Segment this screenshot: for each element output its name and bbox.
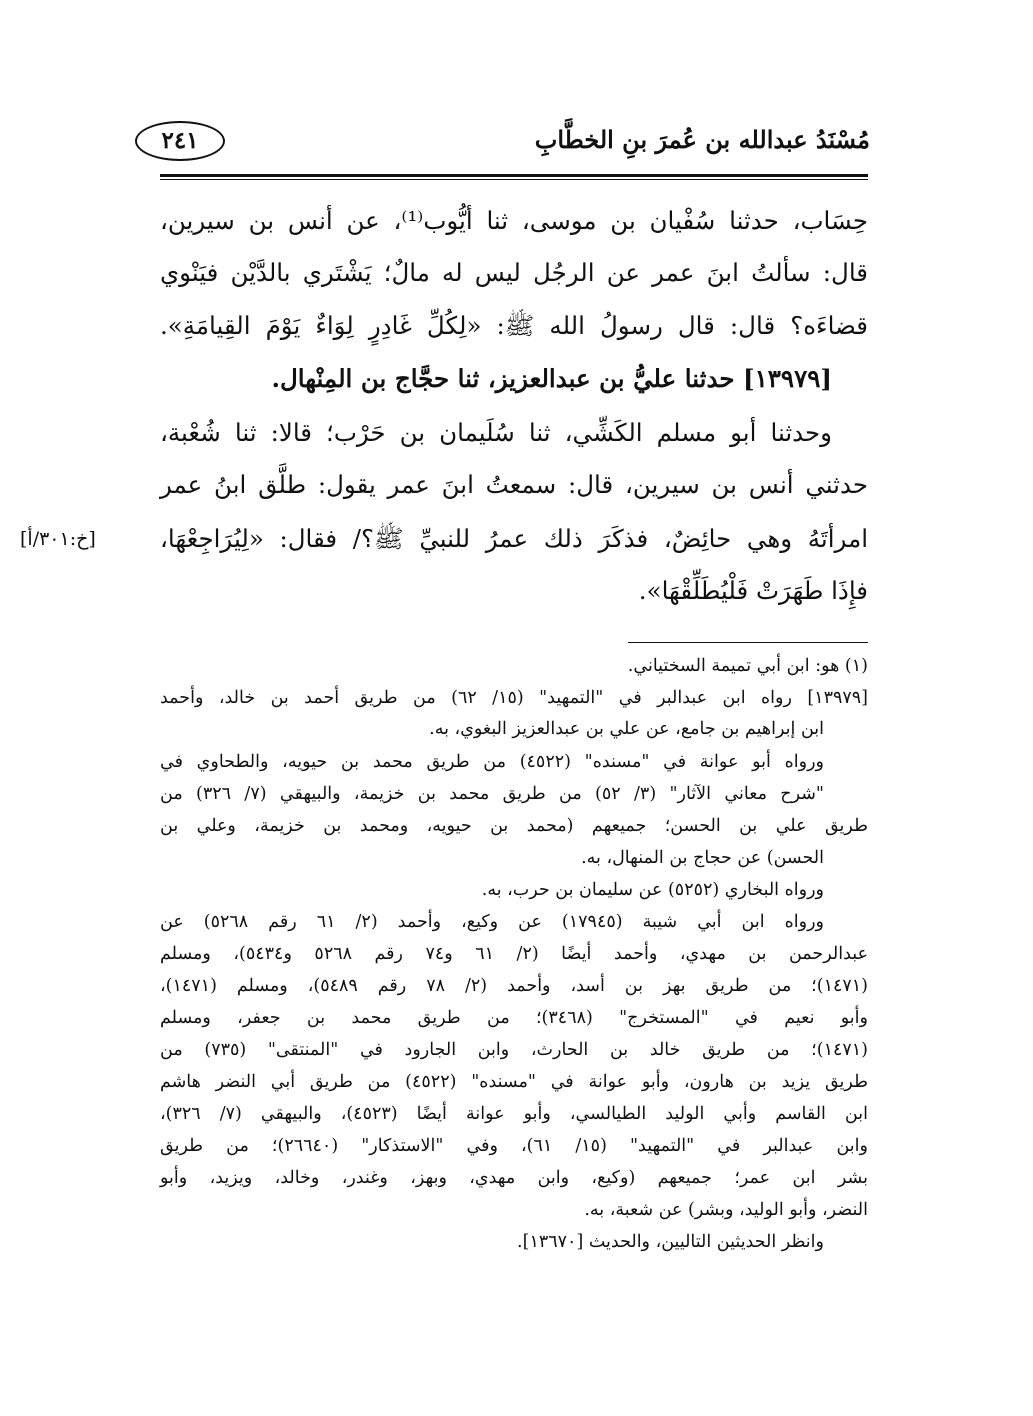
- footnote-line-5: "شرح معاني الآثار" (٣/ ٥٢) من طريق محمد بن خزيمة، والبيهقي (٧/ ٣٢٦) من: [160, 784, 824, 804]
- footnote-separator: [628, 642, 868, 643]
- footnote-line-1: (١) هو: ابن أبي تميمة السختياني.: [627, 656, 868, 676]
- manuscript-margin-note: [خ:٣٠١/أ]: [20, 528, 96, 550]
- footnote-line-4: ورواه أبو عوانة في "مسنده" (٤٥٢٢) من طريق محمد بن حيويه، والطحاوي في: [160, 752, 824, 772]
- footnote-line-6: طريق علي بن الحسن؛ جميعهم (محمد بن حيويه، ومحمد بن خزيمة، وعلي بن: [160, 816, 868, 836]
- header-rule-thin: [160, 179, 868, 180]
- footnote-line-17: بشر ابن عمر؛ جميعهم (وكيع، وابن مهدي، وبهز، وغندر، وخالد، ويزيد، وأبو: [160, 1168, 868, 1188]
- footnote-line-2: [١٣٩٧٩] رواه ابن عبدالبر في "التمهيد" (١٥/ ٦٢) من طريق أحمد بن خالد، وأحمد: [160, 688, 868, 708]
- footnote-line-13: (١٤٧١)؛ من طريق خالد بن الحارث، وابن الجارود في "المنتقى" (٧٣٥) من: [160, 1040, 868, 1060]
- footnote-line-15: ابن القاسم وأبي الوليد الطيالسي، وأبو عوانة أيضًا (٤٥٢٣)، والبيهقي (٧/ ٣٢٦)،: [160, 1104, 868, 1124]
- footnote-line-8: ورواه البخاري (٥٢٥٢) عن سليمان بن حرب، به.: [481, 880, 824, 900]
- main-text-line-6: حدثني أنس بن سيرين، قال: سمعتُ ابنَ عمر يقول: طلَّق ابنُ عمر: [160, 470, 868, 499]
- footnote-line-7: الحسن) عن حجاج بن المنهال، به.: [581, 848, 824, 868]
- main-text-line-1: حِسَاب، حدثنا سُفْيان بن موسى، ثنا أيُّوب⁽¹⁾، عن أنس بن سيرين،: [160, 206, 869, 235]
- hadith-number-line: [١٣٩٧٩] حدثنا عليُّ بن عبدالعزيز، ثنا حجَّاج بن المِنْهال.: [271, 364, 832, 393]
- page-number-badge: ٢٤١: [135, 121, 225, 161]
- footnote-line-10: عبدالرحمن بن مهدي، وأحمد أيضًا (٢/ ٦١ و٧٤ رقم ٥٢٦٨ و٥٤٣٤)، ومسلم: [160, 944, 869, 964]
- main-text-line-7: امرأتَهُ وهي حائِضٌ، فذكَرَ ذلك عمرُ للنبيِّ ﷺ؟/ فقال: «لِيُرَاجِعْهَا،: [160, 524, 868, 553]
- footnote-line-11: (١٤٧١)؛ من طريق بهز بن أسد، وأحمد (٢/ ٧٨ رقم ٥٤٨٩)، ومسلم (١٤٧١)،: [160, 976, 868, 996]
- main-text-line-8: فإِذَا طَهَرَتْ فَلْيُطَلِّقْهَا».: [638, 576, 868, 605]
- header-rule-thick: [160, 174, 868, 177]
- footnote-line-18: النضر، وأبو الوليد، وبشر) عن شعبة، به.: [584, 1200, 868, 1220]
- footnote-line-19: وانظر الحديثين التاليين، والحديث [١٣٦٧٠].: [517, 1232, 824, 1252]
- footnote-line-16: وابن عبدالبر في "التمهيد" (١٥/ ٦١)، وفي "الاستذكار" (٢٦٦٤٠)؛ من طريق: [160, 1136, 868, 1156]
- footnote-line-14: طريق يزيد بن هارون، وأبو عوانة في "مسنده" (٤٥٢٢) من طريق أبي النضر هاشم: [160, 1072, 868, 1092]
- page-header-title: مُسْنَدُ عبدالله بن عُمرَ بنِ الخطَّابِ: [534, 125, 870, 154]
- main-text-line-2: قال: سألتُ ابنَ عمر عن الرجُل ليس له مالٌ؛ يَشْتَري بالدَّيْن فيَنْوي: [160, 258, 868, 287]
- footnote-line-12: وأبو نعيم في "المستخرج" (٣٤٦٨)؛ من طريق محمد بن جعفر، ومسلم: [160, 1008, 868, 1028]
- footnote-line-3: ابن إبراهيم بن جامع، عن علي بن عبدالعزيز البغوي، به.: [429, 719, 824, 739]
- main-text-line-3: قضاءَه؟ قال: قال رسولُ الله ﷺ: «لِكُلِّ غَادِرٍ لِوَاءٌ يَوْمَ القِيامَةِ».: [160, 311, 868, 340]
- main-text-line-5: وحدثنا أبو مسلم الكَشِّي، ثنا سُلَيمان بن حَرْب؛ قالا: ثنا شُعْبة،: [160, 418, 832, 447]
- footnote-line-9: ورواه ابن أبي شيبة (١٧٩٤٥) عن وكيع، وأحمد (٢/ ٦١ رقم ٥٢٦٨) عن: [160, 912, 824, 932]
